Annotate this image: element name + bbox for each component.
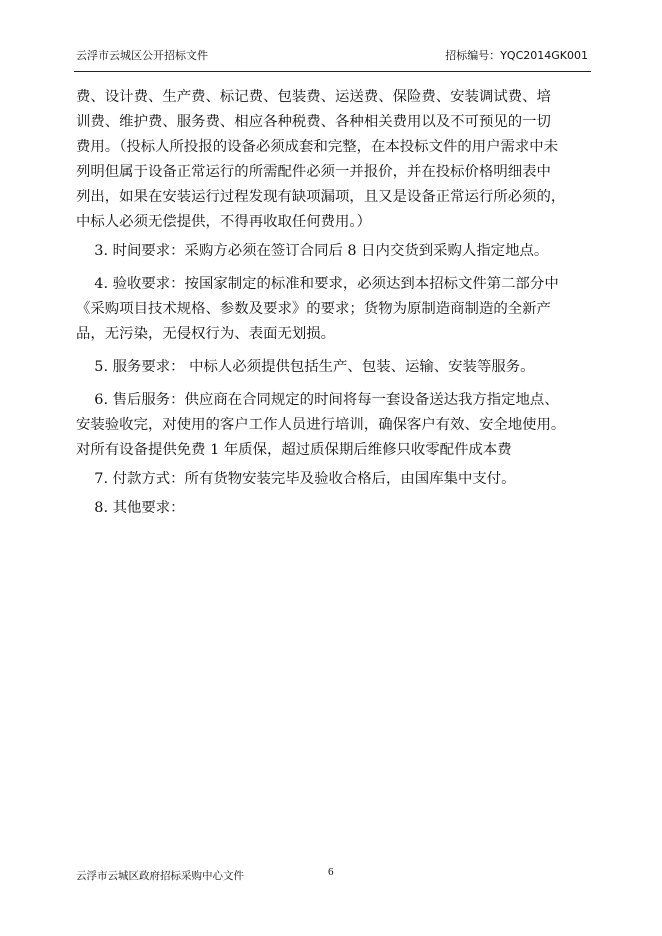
text-line: 训费、维护费、服务费、相应各种税费、各种相关费用以及不可预见的一切 bbox=[76, 114, 551, 130]
header-tender-number: 招标编号：YQC2014GK001 bbox=[445, 49, 588, 62]
document-body bbox=[76, 85, 590, 529]
header-document-title: 云浮市云城区公开招标文件 bbox=[76, 49, 208, 62]
text-line: 费用。（投标人所投报的设备必须成套和完整，在本投标文件的用户需求中未 bbox=[76, 139, 559, 155]
text-line: 对所有设备提供免费 1 年质保，超过质保期后维修只收零配件成本费 bbox=[76, 442, 512, 458]
header-rule bbox=[74, 71, 591, 72]
paragraph-cost-items bbox=[76, 85, 590, 235]
text-line: 8. 其他要求： bbox=[76, 500, 185, 516]
paragraph-acceptance-requirement bbox=[76, 272, 590, 347]
text-line: 5. 服务要求： 中标人必须提供包括生产、包装、运输、安装等服务。 bbox=[76, 359, 535, 375]
text-line: 列明但属于设备正常运行的所需配件必须一并报价，并在投标价格明细表中 bbox=[76, 164, 551, 180]
text-line: 列出，如果在安装运行过程发现有缺项漏项，且又是设备正常运行所必须的， bbox=[76, 189, 566, 205]
page-number: 6 bbox=[328, 866, 334, 878]
text-line: 品，无污染，无侵权行为、表面无划损。 bbox=[76, 326, 336, 342]
text-line: 7. 付款方式：所有货物安装完毕及验收合格后，由国库集中支付。 bbox=[76, 471, 516, 487]
footer-organization: 云浮市云城区政府招标采购中心文件 bbox=[76, 870, 244, 882]
paragraph-after-sales bbox=[76, 388, 590, 463]
paragraph-other-requirements bbox=[76, 496, 590, 521]
text-line: 《采购项目技术规格、参数及要求》的要求；货物为原制造商制造的全新产 bbox=[76, 301, 551, 317]
paragraph-service-requirement bbox=[76, 355, 590, 380]
text-line: 安装验收完，对使用的客户工作人员进行培训，确保客户有效、安全地使用。 bbox=[76, 417, 566, 433]
text-line: 3. 时间要求：采购方必须在签订合同后 8 日内交货到采购人指定地点。 bbox=[76, 243, 549, 259]
text-line: 中标人必须无偿提供，不得再收取任何费用。） bbox=[76, 214, 372, 230]
text-line: 6. 售后服务：供应商在合同规定的时间将每一套设备送达我方指定地点、 bbox=[76, 392, 559, 408]
paragraph-payment-method bbox=[76, 467, 590, 492]
text-line: 4. 验收要求：按国家制定的标准和要求，必须达到本招标文件第二部分中 bbox=[76, 276, 559, 292]
text-line: 费、设计费、生产费、标记费、包装费、运送费、保险费、安装调试费、培 bbox=[76, 89, 551, 105]
paragraph-time-requirement bbox=[76, 239, 590, 264]
page-header bbox=[76, 47, 590, 69]
